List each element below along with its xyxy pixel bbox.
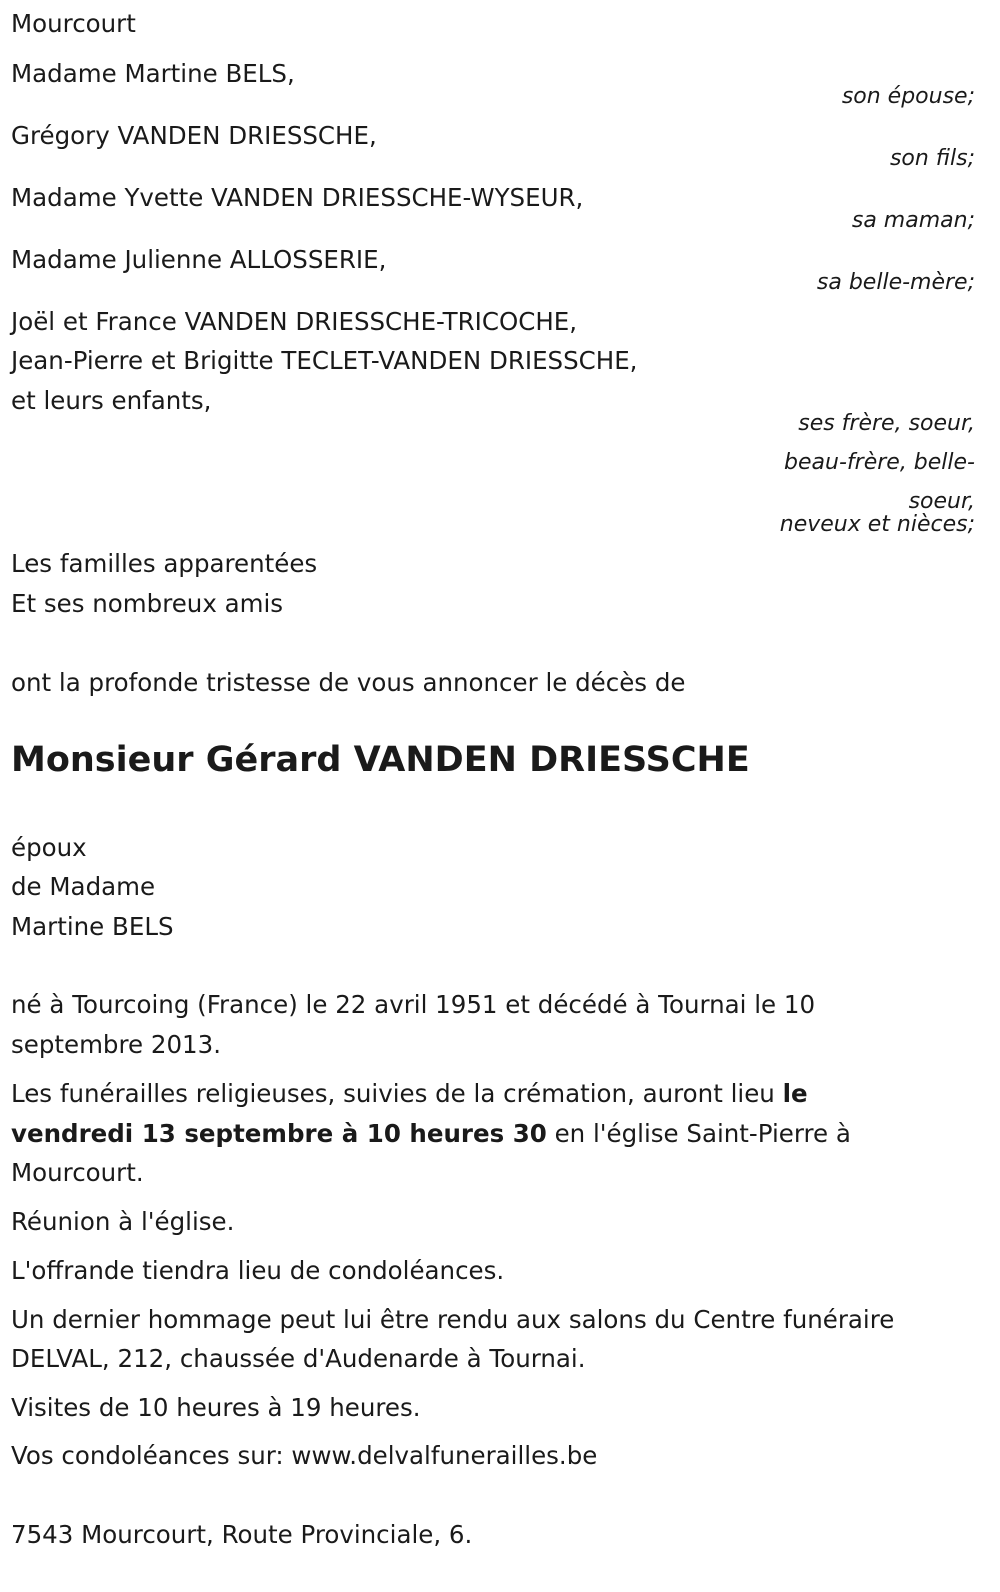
spouse-line: époux: [11, 833, 87, 862]
funeral-line: Mourcourt.: [11, 1158, 144, 1187]
sibling-relation: soeur,: [908, 489, 975, 514]
birth-death-line: septembre 2013.: [11, 1030, 222, 1059]
funeral-text: en l'église Saint-Pierre à: [546, 1119, 851, 1148]
reunion-text: Réunion à l'église.: [11, 1207, 235, 1236]
relative-name: Madame Martine BELS,: [11, 59, 295, 88]
sibling-relation: beau-frère, belle-: [784, 450, 975, 475]
funeral-date-bold: vendredi 13 septembre à 10 heures 30: [11, 1119, 547, 1148]
address-text: 7543 Mourcourt, Route Provinciale, 6.: [11, 1520, 473, 1549]
funeral-text: Les funérailles religieuses, suivies de la crémation, auront lieu: [11, 1079, 783, 1108]
place-header: Mourcourt: [11, 9, 136, 38]
sibling-line: Jean-Pierre et Brigitte TECLET-VANDEN DRIESSCHE,: [11, 346, 638, 375]
relative-relation: sa belle-mère;: [816, 270, 975, 295]
funeral-line: [11, 1119, 851, 1148]
relative-relation: son épouse;: [841, 84, 975, 109]
sibling-line: Joël et France VANDEN DRIESSCHE-TRICOCHE,: [11, 307, 578, 336]
others-line: Et ses nombreux amis: [11, 589, 284, 618]
relative-name: Madame Yvette VANDEN DRIESSCHE-WYSEUR,: [11, 183, 584, 212]
others-line: Les familles apparentées: [11, 549, 318, 578]
announcement-text: ont la profonde tristesse de vous annoncer le décès de: [11, 668, 686, 697]
spouse-line: de Madame: [11, 872, 156, 901]
sibling-relation: ses frère, soeur,: [798, 411, 975, 436]
spouse-line: Martine BELS: [11, 912, 174, 941]
deceased-name: Monsieur Gérard VANDEN DRIESSCHE: [11, 740, 750, 780]
sibling-relation: neveux et nièces;: [779, 512, 975, 537]
funeral-line: [11, 1079, 808, 1108]
relative-name: Madame Julienne ALLOSSERIE,: [11, 245, 387, 274]
relative-relation: son fils;: [889, 146, 975, 171]
visits-text: Visites de 10 heures à 19 heures.: [11, 1393, 421, 1422]
sibling-line: et leurs enfants,: [11, 386, 212, 415]
relative-name: Grégory VANDEN DRIESSCHE,: [11, 121, 377, 150]
offering-text: L'offrande tiendra lieu de condoléances.: [11, 1256, 505, 1285]
homage-line: DELVAL, 212, chaussée d'Audenarde à Tournai.: [11, 1344, 586, 1373]
birth-death-line: né à Tourcoing (France) le 22 avril 1951 et décédé à Tournai le 10: [11, 990, 816, 1019]
homage-line: Un dernier hommage peut lui être rendu aux salons du Centre funéraire: [11, 1305, 895, 1334]
condolences-text: Vos condoléances sur: www.delvalfunerailles.be: [11, 1441, 598, 1470]
funeral-date-bold: le: [782, 1079, 808, 1108]
relative-relation: sa maman;: [851, 208, 975, 233]
